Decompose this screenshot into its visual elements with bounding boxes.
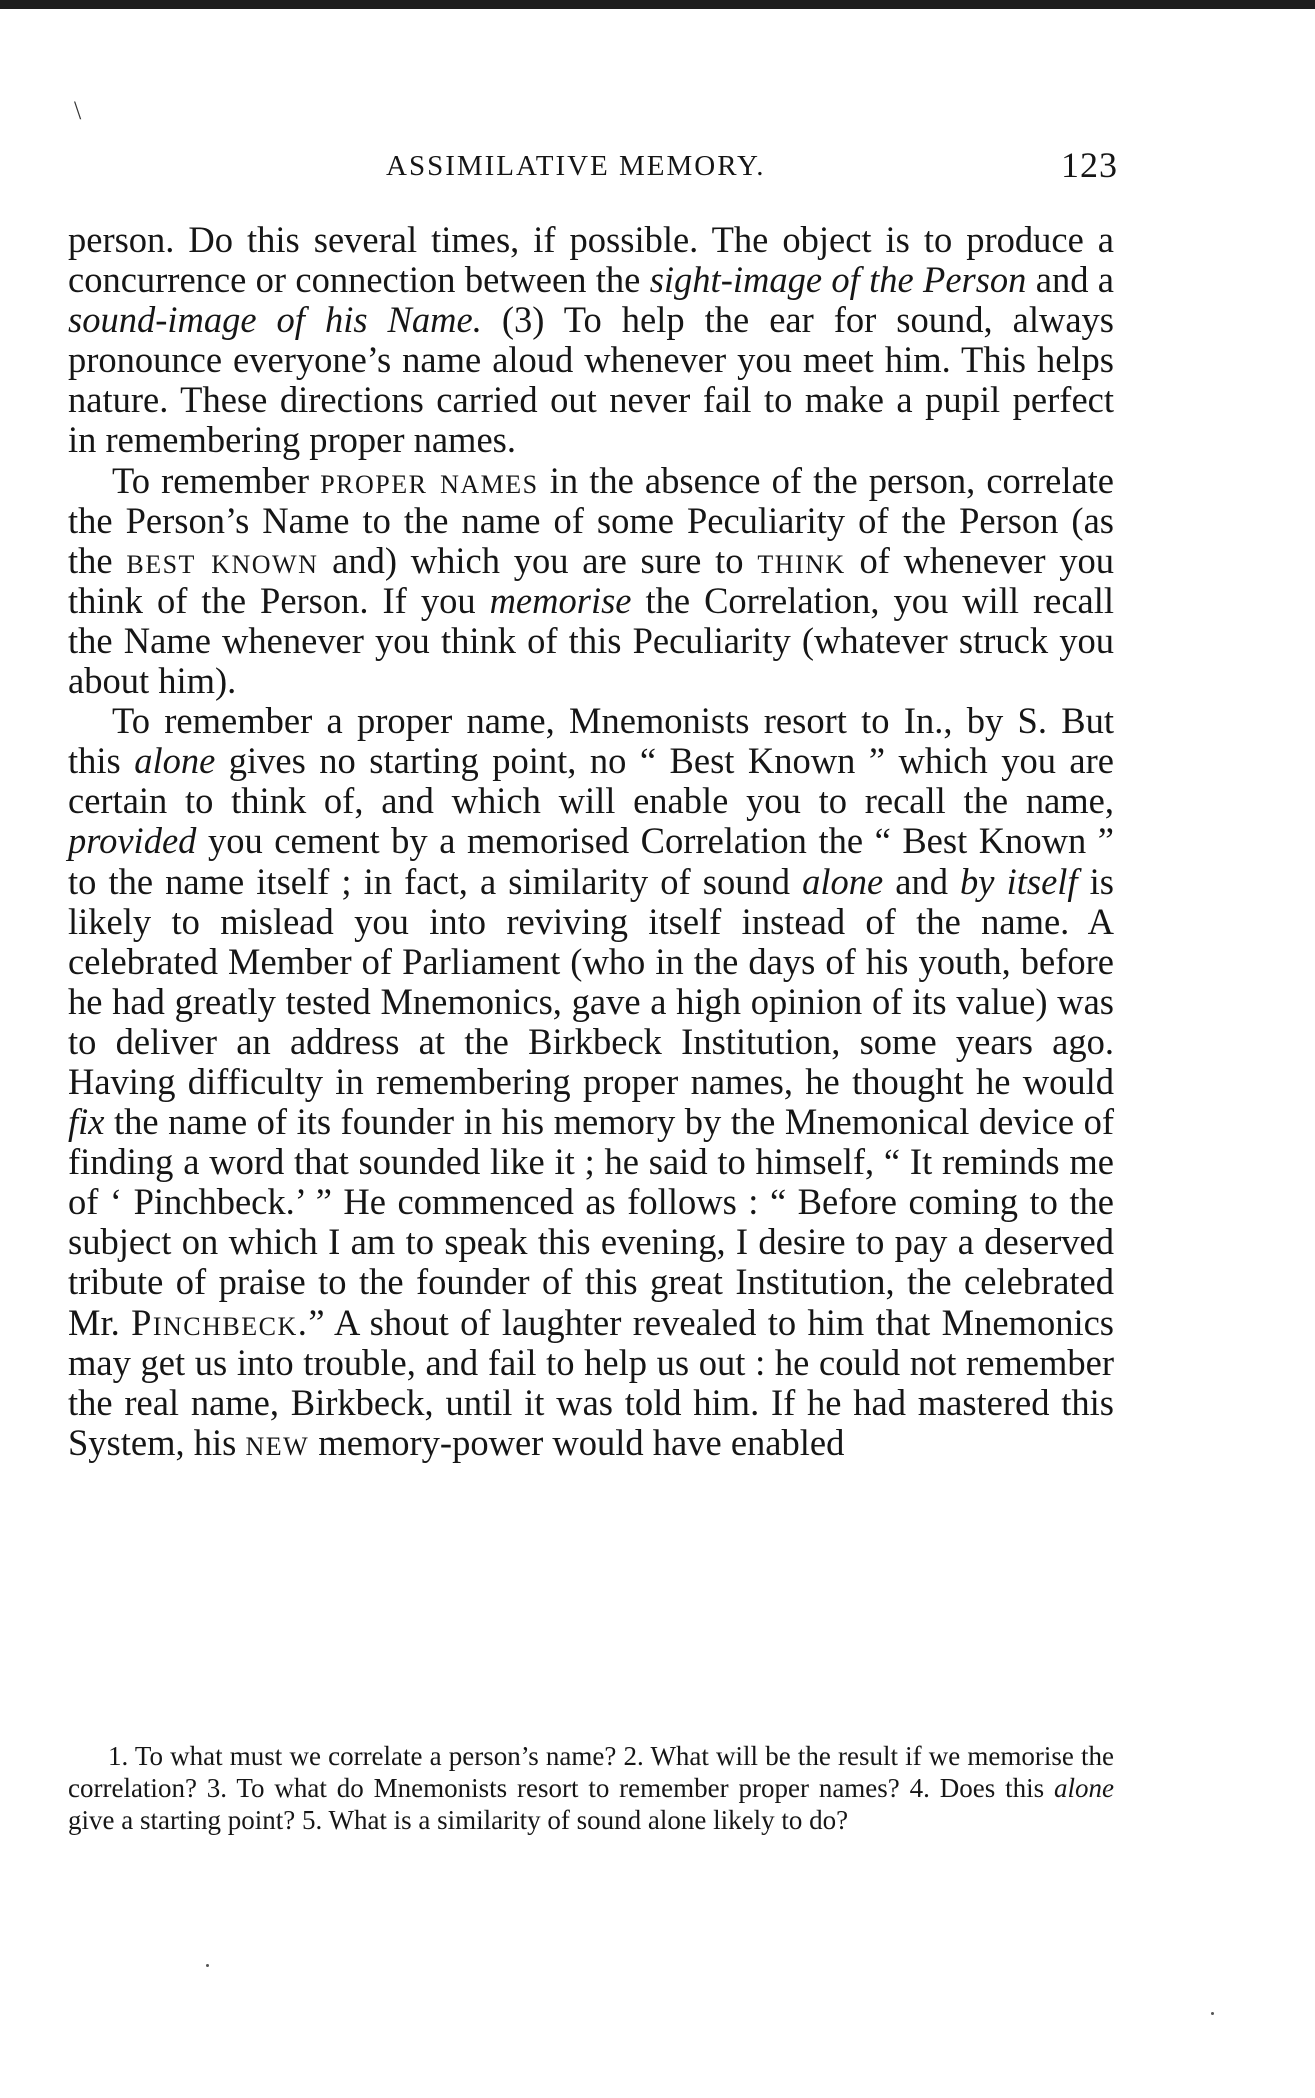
- stray-mark: \: [74, 96, 82, 125]
- footnote-questions: [68, 1740, 1114, 1836]
- print-speck: [1211, 2012, 1214, 2015]
- paragraph-3: To remember a proper name, Mnemonists resort to In., by S. But this alone gives no starting point, no “ Best Known ” which you are certain to think of, and which will enable you to recall the name, provided you cement by a memorised Correlation the “ Best Known ” to the name itself ; in fact, a similarity of sound alone and by itself is likely to mislead you into reviving itself instead of the name. A celebrated Member of Parliament (who in the days of his youth, before he had greatly tested Mnemonics, gave a high opinion of its value) was to deliver an address at the Birkbeck Institution, some years ago. Having difficulty in remembering proper names, he thought he would fix the name of its founder in his memory by the Mnemonical device of finding a word that sounded like it ; he said to himself, “ It reminds me of ‘ Pinchbeck.’ ” He commenced as follows : “ Before coming to the subject on which I am to speak this evening, I desire to pay a deserved tribute of praise to the founder of this great Institution, the celebrated Mr. Pinchbeck.” A shout of laughter revealed to him that Mnemonics may get us into trouble, and fail to help us out : he could not remember the real name, Birkbeck, until it was told him. If he had mastered this System, his new memory-power would have enabled: [68, 700, 1114, 1463]
- paragraph-1: person. Do this several times, if possible. The object is to produce a concurrence or connection between the sight-image of the Person and a sound-image of his Name. (3) To help the ear for sound, always pronounce everyone’s name aloud whenever you meet him. This helps nature. These directions carried out never fail to make a pupil perfect in remembering proper names.: [68, 219, 1115, 461]
- top-border-rule: [0, 0, 1315, 9]
- print-speck: [206, 1964, 209, 1967]
- footnote-text: 1. To what must we correlate a person’s name? 2. What will be the result if we memorise the correlation? 3. To what do Mnemonists resort to remember proper names? 4. Does this alone give a starting point? 5. What is a similarity of sound alone likely to do?: [68, 1741, 1114, 1835]
- chapter-title: ASSIMILATIVE MEMORY.: [386, 150, 766, 182]
- body-text: [68, 220, 1114, 1463]
- page-number: 123: [1061, 145, 1118, 185]
- paragraph-2: To remember proper names in the absence of the person, correlate the Person’s Name to the name of some Peculiarity of the Person (as the best known and) which you are sure to think of whenever you think of the Person. If you memorise the Correlation, you will recall the Name whenever you think of this Peculiarity (whatever struck you about him).: [68, 459, 1115, 702]
- running-head: [68, 142, 1118, 192]
